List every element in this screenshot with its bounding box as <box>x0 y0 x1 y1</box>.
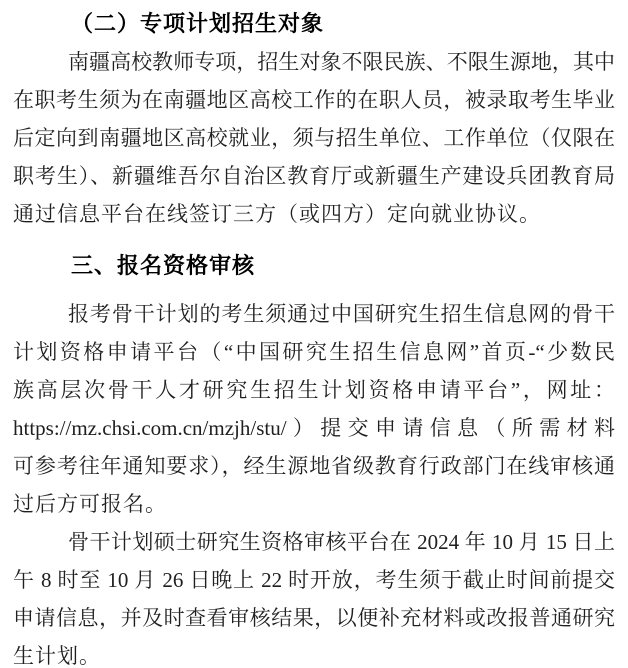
text-line: 过后方可报名。 <box>13 492 167 516</box>
text-line: 通过信息平台在线签订三方（或四方）定向就业协议。 <box>13 202 541 226</box>
text-line: 后定向到南疆地区高校就业，须与招生单位、工作单位（仅限在 <box>13 126 615 150</box>
text-line: 午 8 时至 10 月 26 日晚上 22 时开放，考生须于截止时间前提交 <box>13 568 615 592</box>
text-line: 报考骨干计划的考生须通过中国研究生招生信息网的骨干 <box>68 302 615 326</box>
section-heading-registration-qualification-review: 三、报名资格审核 <box>71 253 256 278</box>
text-line: 计划资格申请平台（“中国研究生招生信息网”首页-“少数民 <box>13 340 615 364</box>
text-line: 职考生）、新疆维吾尔自治区教育厅或新疆生产建设兵团教育局 <box>13 164 615 188</box>
text-line: 生计划。 <box>13 644 101 668</box>
section-heading-special-program-targets: （二）专项计划招生对象 <box>71 11 325 36</box>
text-line: 可参考往年通知要求），经生源地省级教育行政部门在线审核通 <box>13 454 615 478</box>
text-line: 在职考生须为在南疆地区高校工作的在职人员，被录取考生毕业 <box>13 88 615 112</box>
text-line-url: https://mz.chsi.com.cn/mzjh/stu/）提交申请信息（所需材料 <box>13 416 615 440</box>
text-line: 申请信息，并及时查看审核结果，以便补充材料或改报普通研究 <box>13 606 615 630</box>
text-line: 骨干计划硕士研究生资格审核平台在 2024 年 10 月 15 日上 <box>68 530 615 554</box>
text-line: 南疆高校教师专项，招生对象不限民族、不限生源地，其中 <box>68 50 615 74</box>
text-line: 族高层次骨干人才研究生招生计划资格申请平台”，网址： <box>13 378 615 402</box>
